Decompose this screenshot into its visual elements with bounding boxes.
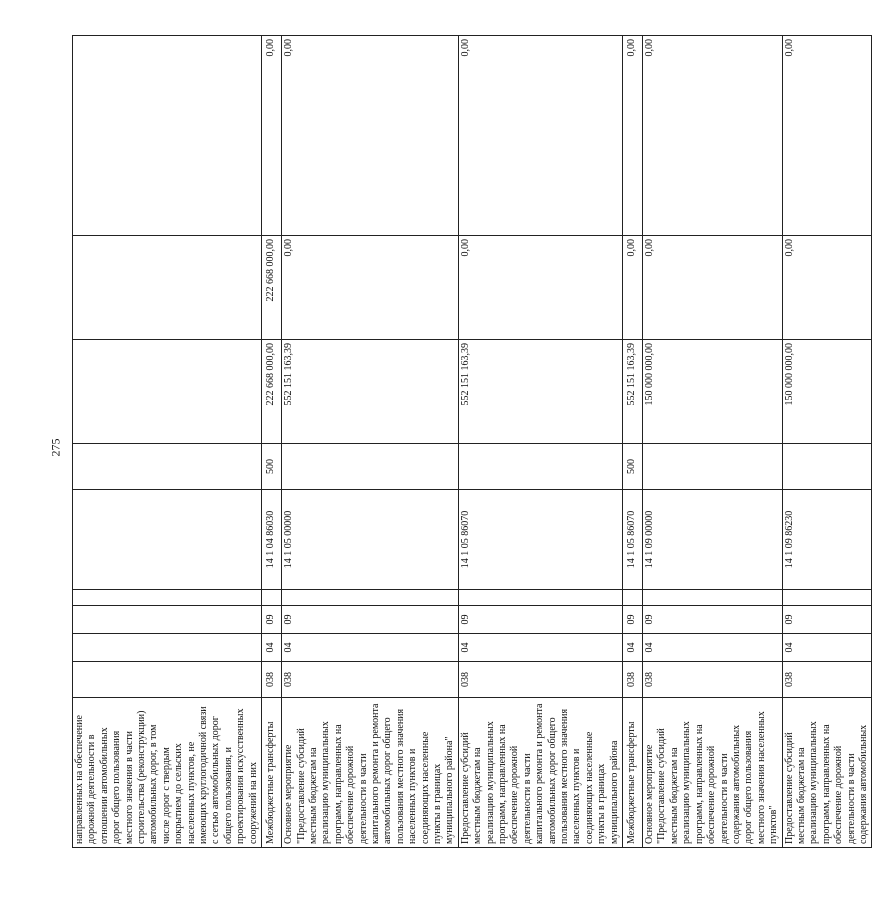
admin-code: [73, 662, 262, 698]
expense-type-code: [73, 444, 262, 490]
subsection-code: [73, 606, 262, 634]
empty-cell: [282, 590, 459, 606]
expense-type-code: [643, 444, 782, 490]
amount-3: 0,00: [282, 36, 459, 236]
expense-type-code: [282, 444, 459, 490]
empty-cell: [643, 590, 782, 606]
table-row: [458, 36, 622, 848]
amount-1: 150 000 000,00: [782, 340, 872, 444]
empty-cell: [73, 590, 262, 606]
row-name: Основное мероприятие "Предоставление субсидий местным бюджетам на реализацию муниципальных программ, направленных на обеспечение дорожной деятельности в части содержания автомобильных дорог общего пользования местного значения населенных пунктов": [643, 698, 782, 848]
row-name: Межбюджетные трансферты: [623, 698, 643, 848]
budget-table: [72, 35, 872, 848]
amount-1: 150 000 000,00: [643, 340, 782, 444]
amount-2: 222 668 000,00: [262, 236, 282, 340]
empty-cell: [458, 590, 622, 606]
amount-3: 0,00: [782, 36, 872, 236]
section-code: 04: [458, 634, 622, 662]
amount-1: 222 668 000,00: [262, 340, 282, 444]
subsection-code: 09: [262, 606, 282, 634]
section-code: 04: [282, 634, 459, 662]
expense-type-code: 500: [262, 444, 282, 490]
empty-cell: [623, 590, 643, 606]
amount-3: 0,00: [643, 36, 782, 236]
page-number: 275: [48, 438, 63, 457]
amount-3: 0,00: [458, 36, 622, 236]
section-code: 04: [262, 634, 282, 662]
table-row: [782, 36, 872, 848]
admin-code: 038: [643, 662, 782, 698]
subsection-code: 09: [282, 606, 459, 634]
admin-code: 038: [282, 662, 459, 698]
row-name: Предоставление субсидий местным бюджетам на реализацию муниципальных программ, направленных на обеспечение дорожной деятельности в части содержания автомобильных: [782, 698, 872, 848]
section-code: 04: [623, 634, 643, 662]
amount-1: 552 151 163,39: [623, 340, 643, 444]
admin-code: 038: [623, 662, 643, 698]
subsection-code: 09: [623, 606, 643, 634]
expense-type-code: [782, 444, 872, 490]
subsection-code: 09: [643, 606, 782, 634]
target-code: 14 1 05 86070: [458, 490, 622, 590]
amount-1: [73, 340, 262, 444]
expense-type-code: [458, 444, 622, 490]
amount-3: 0,00: [623, 36, 643, 236]
row-name: направленных на обеспечение дорожной деятельности в отношении автомобильных дорог общего пользования местного значения в части строительства (реконструкции) автомобильных дорог, в том числе дорог с твердым покрытием до сельских населенных пунктов, не имеющих круглогодичной связи с сетью автомобильных дорог общего пользования, и проектирования искусственных сооружений на них: [73, 698, 262, 848]
section-code: 04: [643, 634, 782, 662]
amount-3: [73, 36, 262, 236]
amount-2: [73, 236, 262, 340]
row-name: Предоставление субсидий местным бюджетам на реализацию муниципальных программ, направленных на обеспечение дорожной деятельности в части капитального ремонта и ремонта автомобильных дорог общего пользования местного значения населенных пунктов и соединяющих населенные пункты в границах муниципального района: [458, 698, 622, 848]
empty-cell: [782, 590, 872, 606]
table-row: [262, 36, 282, 848]
target-code: 14 1 09 00000: [643, 490, 782, 590]
section-code: [73, 634, 262, 662]
amount-2: 0,00: [623, 236, 643, 340]
admin-code: 038: [458, 662, 622, 698]
row-name: Основное мероприятие "Предоставление субсидий местным бюджетам на реализацию муниципальных программ, направленных на обеспечение дорожной деятельности в части капитального ремонта и ремонта автомобильных дорог общего пользования местного значения населенных пунктов и соединяющих населенные пункты в границах муниципального района": [282, 698, 459, 848]
row-name: Межбюджетные трансферты: [262, 698, 282, 848]
expense-type-code: 500: [623, 444, 643, 490]
table-row: [282, 36, 459, 848]
admin-code: 038: [782, 662, 872, 698]
section-code: 04: [782, 634, 872, 662]
amount-2: 0,00: [282, 236, 459, 340]
target-code: [73, 490, 262, 590]
amount-1: 552 151 163,39: [458, 340, 622, 444]
admin-code: 038: [262, 662, 282, 698]
table-row: [623, 36, 643, 848]
table-row: [73, 36, 262, 848]
target-code: 14 1 09 86230: [782, 490, 872, 590]
target-code: 14 1 04 86030: [262, 490, 282, 590]
subsection-code: 09: [782, 606, 872, 634]
rotated-table-sheet: [72, 36, 869, 848]
subsection-code: 09: [458, 606, 622, 634]
amount-2: 0,00: [458, 236, 622, 340]
target-code: 14 1 05 86070: [623, 490, 643, 590]
table-row: [643, 36, 782, 848]
target-code: 14 1 05 00000: [282, 490, 459, 590]
amount-1: 552 151 163,39: [282, 340, 459, 444]
amount-2: 0,00: [643, 236, 782, 340]
amount-2: 0,00: [782, 236, 872, 340]
empty-cell: [262, 590, 282, 606]
amount-3: 0,00: [262, 36, 282, 236]
